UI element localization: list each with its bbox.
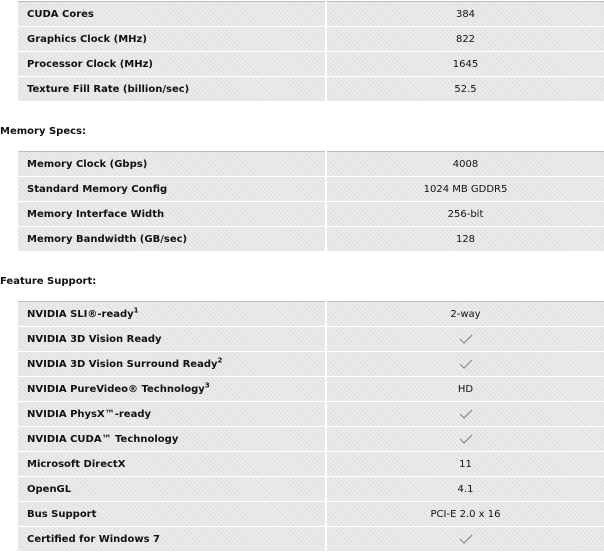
feature-support-heading: Feature Support: bbox=[0, 276, 97, 287]
spec-value: 4008 bbox=[326, 152, 604, 177]
footnote-marker: 3 bbox=[204, 381, 210, 390]
spec-value: PCI-E 2.0 x 16 bbox=[326, 502, 604, 527]
spec-value: 128 bbox=[326, 227, 604, 252]
spec-label-cell bbox=[18, 352, 326, 377]
spec-label: Processor Clock (MHz) bbox=[18, 52, 326, 77]
spec-label: Bus Support bbox=[27, 508, 97, 520]
feature-support-table bbox=[18, 301, 604, 552]
spec-label: OpenGL bbox=[27, 483, 72, 495]
check-icon bbox=[459, 409, 473, 419]
table-row bbox=[18, 477, 604, 502]
footnote-marker: 1 bbox=[133, 306, 139, 315]
spec-label: Texture Fill Rate (billion/sec) bbox=[18, 77, 326, 102]
spec-value-check bbox=[326, 402, 604, 427]
table-row bbox=[18, 227, 604, 252]
spec-label: NVIDIA 3D Vision Ready bbox=[27, 333, 162, 345]
check-icon bbox=[459, 359, 473, 369]
spec-value: 11 bbox=[326, 452, 604, 477]
spec-label: Standard Memory Config bbox=[18, 177, 326, 202]
spec-value: HD bbox=[326, 377, 604, 402]
table-row bbox=[18, 527, 604, 552]
spec-value: 2-way bbox=[326, 302, 604, 327]
check-icon bbox=[459, 534, 473, 544]
spec-label-cell bbox=[18, 527, 326, 552]
table-row bbox=[18, 152, 604, 177]
spec-value-check bbox=[326, 427, 604, 452]
table-row bbox=[18, 2, 604, 27]
spec-label: CUDA Cores bbox=[18, 2, 326, 27]
spec-label: NVIDIA CUDA™ Technology bbox=[27, 433, 179, 445]
spec-label-cell bbox=[18, 377, 326, 402]
spec-label: NVIDIA PureVideo® Technology bbox=[27, 383, 205, 395]
spec-label: Memory Interface Width bbox=[18, 202, 326, 227]
spec-value-check bbox=[326, 352, 604, 377]
table-row bbox=[18, 452, 604, 477]
table-row bbox=[18, 52, 604, 77]
spec-label: Certified for Windows 7 bbox=[27, 533, 160, 545]
spec-label-cell bbox=[18, 502, 326, 527]
table-row bbox=[18, 402, 604, 427]
table-row bbox=[18, 352, 604, 377]
spec-value: 52.5 bbox=[326, 77, 604, 102]
spec-label: Memory Clock (Gbps) bbox=[18, 152, 326, 177]
spec-value: 1024 MB GDDR5 bbox=[326, 177, 604, 202]
spec-value: 256-bit bbox=[326, 202, 604, 227]
spec-value-check bbox=[326, 527, 604, 552]
table-row bbox=[18, 77, 604, 102]
table-row bbox=[18, 377, 604, 402]
spec-label: NVIDIA SLI®-ready bbox=[27, 308, 134, 320]
check-icon bbox=[459, 334, 473, 344]
spec-label: Memory Bandwidth (GB/sec) bbox=[18, 227, 326, 252]
spec-value: 1645 bbox=[326, 52, 604, 77]
table-row bbox=[18, 302, 604, 327]
table-row bbox=[18, 502, 604, 527]
spec-label-cell bbox=[18, 402, 326, 427]
table-row bbox=[18, 427, 604, 452]
spec-value: 4.1 bbox=[326, 477, 604, 502]
spec-label: Graphics Clock (MHz) bbox=[18, 27, 326, 52]
spec-label-cell bbox=[18, 327, 326, 352]
spec-label: NVIDIA 3D Vision Surround Ready bbox=[27, 358, 218, 370]
spec-label: NVIDIA PhysX™-ready bbox=[27, 408, 151, 420]
footnote-marker: 2 bbox=[217, 356, 223, 365]
memory-specs-table bbox=[18, 151, 604, 252]
spec-value: 822 bbox=[326, 27, 604, 52]
spec-label-cell bbox=[18, 302, 326, 327]
spec-label: Microsoft DirectX bbox=[27, 458, 126, 470]
spec-value-check bbox=[326, 327, 604, 352]
table-row bbox=[18, 202, 604, 227]
spec-label-cell bbox=[18, 427, 326, 452]
check-icon bbox=[459, 434, 473, 444]
table-row bbox=[18, 27, 604, 52]
spec-label-cell bbox=[18, 477, 326, 502]
spec-label-cell bbox=[18, 452, 326, 477]
table-row bbox=[18, 177, 604, 202]
spec-value: 384 bbox=[326, 2, 604, 27]
memory-specs-heading: Memory Specs: bbox=[0, 126, 86, 137]
table-row bbox=[18, 327, 604, 352]
gpu-engine-specs-table bbox=[18, 1, 604, 102]
